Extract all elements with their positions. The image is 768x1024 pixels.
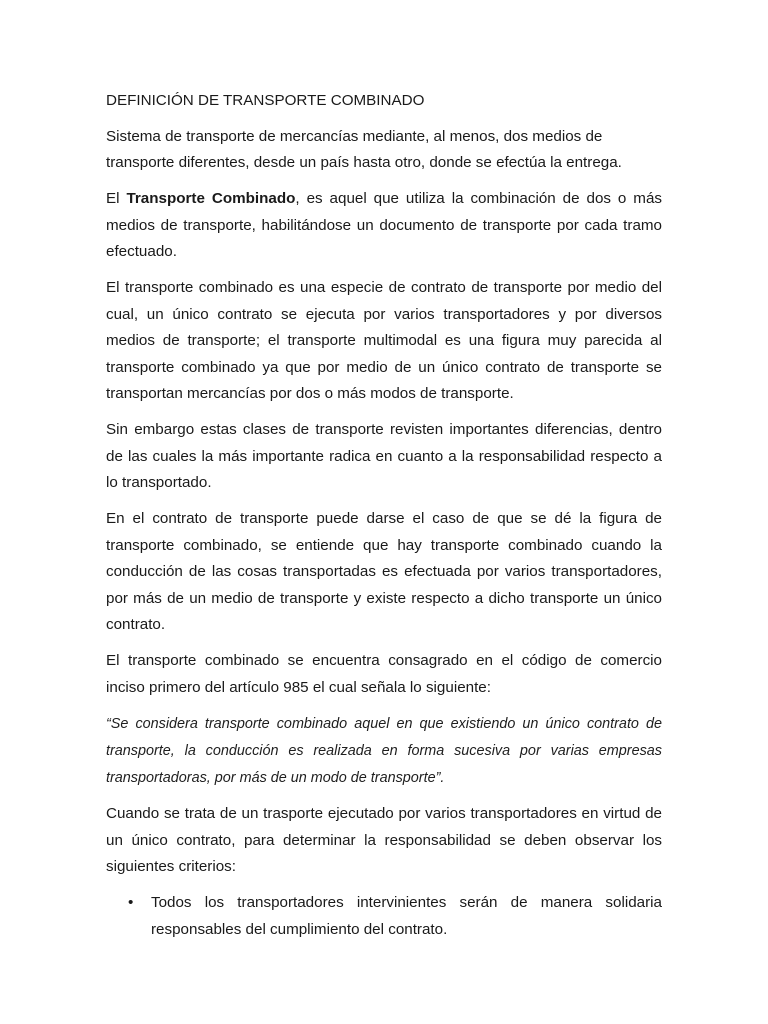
bullet-icon: • <box>128 894 134 911</box>
legal-quote: “Se considera transporte combinado aquel en que existiendo un único contrato de transporte, la conducción es realizada en forma sucesiva por varias empresas transportadoras, por más de un modo de transporte”. <box>106 715 662 786</box>
criteria-list <box>106 890 662 943</box>
list-item <box>106 890 662 943</box>
paragraph-lead-text: El <box>106 190 127 207</box>
paragraph-rest-text: , es aquel que utiliza la combinación de dos o más medios de transporte, habilitándose un documento de transporte por cada tramo efectuado. <box>106 190 662 260</box>
paragraph-criteria-intro: Cuando se trata de un trasporte ejecutado por varios transportadores en virtud de un único contrato, para determinar la responsabilidad se deben observar los siguientes criterios: <box>106 805 662 875</box>
paragraph-transporte-combinado <box>106 186 662 266</box>
paragraph-differences: Sin embargo estas clases de transporte revisten importantes diferencias, dentro de las cuales la más importante radica en cuanto a la responsabilidad respecto a lo transportado. <box>106 421 662 491</box>
paragraph-contract-case: En el contrato de transporte puede darse el caso de que se dé la figura de transporte combinado, se entiende que hay transporte combinado cuando la conducción de las cosas transportadas es efectuada por varios transportadores, por más de un medio de transporte y existe respecto a dicho transporte un único contrato. <box>106 510 662 633</box>
document-body <box>106 88 662 943</box>
paragraph-definition: Sistema de transporte de mercancías mediante, al menos, dos medios de transporte diferentes, desde un país hasta otro, donde se efectúa la entrega. <box>106 127 622 171</box>
list-item-text: Todos los transportadores intervinientes serán de manera solidaria responsables del cumplimiento del contrato. <box>151 894 662 938</box>
document-title: DEFINICIÓN DE TRANSPORTE COMBINADO <box>106 92 425 109</box>
paragraph-contract-description: El transporte combinado es una especie de contrato de transporte por medio del cual, un único contrato se ejecuta por varios transportadores y por diversos medios de transporte; el transporte multimodal es una figura muy parecida al transporte combinado ya que por medio de un único contrato de transporte se transportan mercancías por dos o más modos de transporte. <box>106 279 662 402</box>
bold-term: Transporte Combinado <box>126 190 296 207</box>
paragraph-code-reference: El transporte combinado se encuentra consagrado en el código de comercio inciso primero del artículo 985 el cual señala lo siguiente: <box>106 652 662 696</box>
